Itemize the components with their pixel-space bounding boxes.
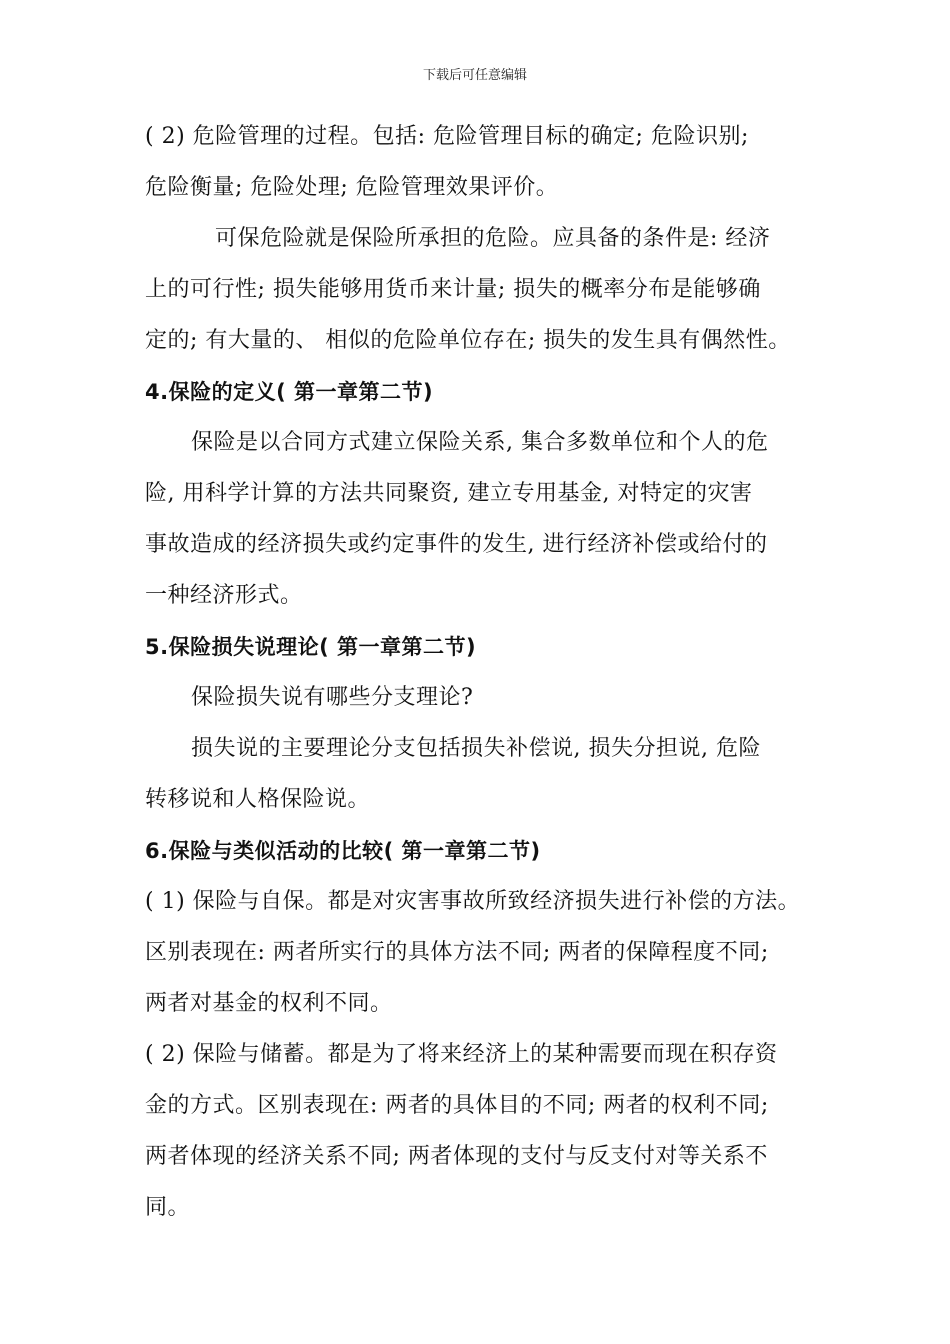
page-header: 下载后可任意编辑	[422, 68, 527, 83]
text-line: 事故造成的经济损失或约定事件的发生, 进行经济补偿或给付的	[145, 532, 768, 557]
text-line: 同。	[145, 1195, 191, 1220]
text-line: 区别表现在: 两者所实行的具体方法不同; 两者的保障程度不同;	[145, 940, 769, 965]
text-line: 保险损失说有哪些分支理论?	[191, 685, 474, 710]
text-line: 金的方式。区别表现在: 两者的具体目的不同; 两者的权利不同;	[145, 1093, 769, 1118]
document-body	[145, 118, 825, 1240]
text-line: 两者对基金的权利不同。	[145, 991, 393, 1016]
text-line: 上的可行性; 损失能够用货币来计量; 损失的概率分布是能够确	[145, 277, 761, 302]
text-line: 两者体现的经济关系不同; 两者体现的支付与反支付对等关系不	[145, 1144, 768, 1169]
text-line: ( 1) 保险与自保。都是对灾害事故所致经济损失进行补偿的方法。	[145, 889, 801, 914]
text-line: 一种经济形式。	[145, 583, 303, 608]
section-heading: 4.保险的定义( 第一章第二节)	[145, 380, 434, 404]
text-line: 可保危险就是保险所承担的危险。应具备的条件是: 经济	[215, 226, 771, 251]
section-heading: 6.保险与类似活动的比较( 第一章第二节)	[145, 839, 541, 863]
text-line: 转移说和人格保险说。	[145, 787, 371, 812]
text-line: 危险衡量; 危险处理; 危险管理效果评价。	[145, 175, 559, 200]
text-line: 险, 用科学计算的方法共同聚资, 建立专用基金, 对特定的灾害	[145, 481, 753, 506]
text-line: ( 2) 危险管理的过程。包括: 危险管理目标的确定; 危险识别;	[145, 124, 749, 149]
text-line: 损失说的主要理论分支包括损失补偿说, 损失分担说, 危险	[191, 736, 761, 761]
section-heading: 5.保险损失说理论( 第一章第二节)	[145, 635, 477, 659]
text-line: 保险是以合同方式建立保险关系, 集合多数单位和个人的危	[191, 430, 769, 455]
text-line: ( 2) 保险与储蓄。都是为了将来经济上的某种需要而现在积存资	[145, 1042, 778, 1067]
text-line: 定的; 有大量的、 相似的危险单位存在; 损失的发生具有偶然性。	[145, 328, 791, 353]
